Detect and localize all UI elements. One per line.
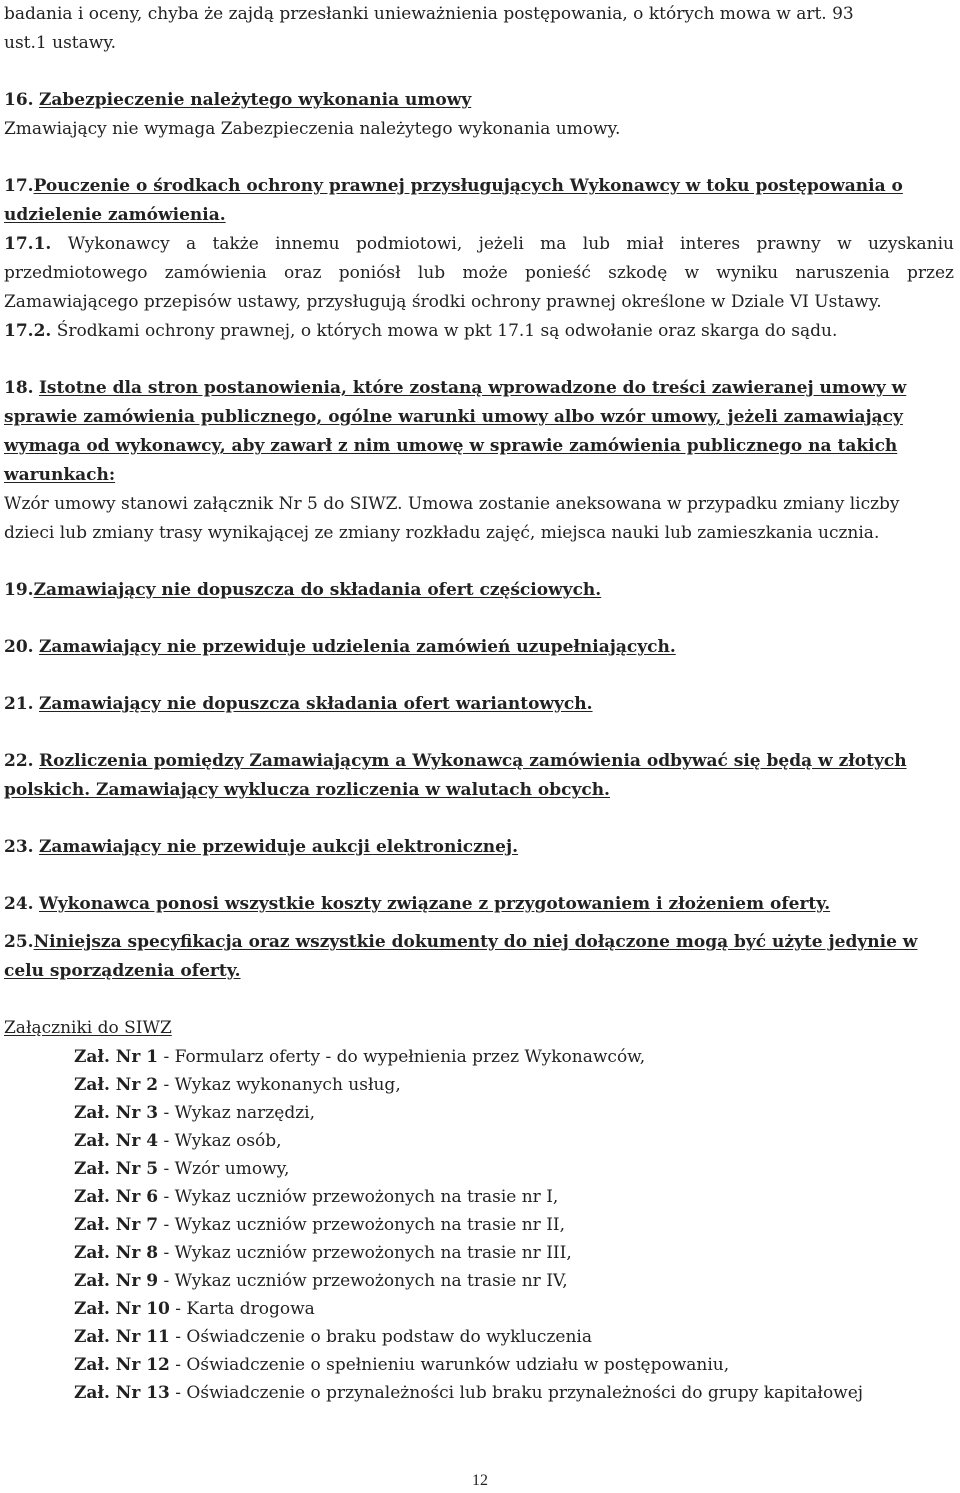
document-page (4, 0, 954, 1407)
attachment-item (74, 1183, 954, 1211)
section-20-number: 20. (4, 637, 34, 657)
attachment-desc: - Oświadczenie o przynależności lub braku przynależności do grupy kapitałowej (169, 1383, 864, 1403)
attachment-desc: - Wykaz uczniów przewożonych na trasie nr I, (158, 1187, 559, 1207)
attachment-key: Zał. Nr 12 (74, 1355, 170, 1375)
section-16-number: 16. (4, 90, 34, 110)
attachment-key: Zał. Nr 11 (74, 1327, 170, 1347)
attachment-desc: - Wykaz narzędzi, (158, 1103, 316, 1123)
attachment-key: Zał. Nr 2 (74, 1075, 159, 1095)
section-17-heading (4, 172, 954, 230)
attachments-heading-text: Załączniki do SIWZ (4, 1018, 172, 1038)
attachment-item (74, 1239, 954, 1267)
attachment-desc: - Wzór umowy, (158, 1159, 290, 1179)
attachment-item (74, 1379, 954, 1407)
section-25 (4, 928, 954, 986)
attachment-key: Zał. Nr 5 (74, 1159, 159, 1179)
attachment-key: Zał. Nr 6 (74, 1187, 159, 1207)
attachment-key: Zał. Nr 9 (74, 1271, 159, 1291)
section-17-1 (4, 230, 954, 317)
attachment-key: Zał. Nr 7 (74, 1215, 159, 1235)
section-19-number: 19. (4, 580, 34, 600)
section-25-text: Niniejsza specyfikacja oraz wszystkie dokumenty do niej dołączone mogą być użyte jedynie w celu sporządzenia oferty. (4, 932, 918, 981)
section-17-1-number: 17.1. (4, 234, 52, 254)
page-number: 12 (472, 1472, 488, 1489)
section-18-text: Wzór umowy stanowi załącznik Nr 5 do SIWZ. Umowa zostanie aneksowana w przypadku zmiany liczby dzieci lub zmiany trasy wynikającej ze zmiany rozkładu zajęć, miejsca nauki lub zamieszkania ucznia. (4, 494, 900, 543)
attachment-desc: - Oświadczenie o braku podstaw do wykluczenia (169, 1327, 592, 1347)
section-17-title: Pouczenie o środkach ochrony prawnej przysługujących Wykonawcy w toku postępowania o udzielenie zamówienia. (4, 176, 903, 225)
section-18-heading (4, 374, 954, 490)
attachment-key: Zał. Nr 4 (74, 1131, 159, 1151)
attachment-item (74, 1127, 954, 1155)
attachments-list (74, 1043, 954, 1407)
attachment-key: Zał. Nr 13 (74, 1383, 170, 1403)
section-21-number: 21. (4, 694, 34, 714)
section-17-2 (4, 317, 954, 346)
attachment-item (74, 1295, 954, 1323)
section-17-1-text: Wykonawcy a także innemu podmiotowi, jeżeli ma lub miał interes prawny w uzyskaniu przedmiotowego zamówienia oraz poniósł lub może ponieść szkodę w wyniku naruszenia przez Zamawiającego przepisów ustawy, przysługują środki ochrony prawnej określone w Dziale VI Ustawy. (4, 234, 954, 312)
attachment-desc: - Wykaz osób, (158, 1131, 282, 1151)
section-20 (4, 633, 954, 662)
section-20-text: Zamawiający nie przewiduje udzielenia zamówień uzupełniających. (38, 637, 676, 657)
intro-line-1: badania i oceny, chyba że zajdą przesłanki unieważnienia postępowania, o których mowa w art. 93 (4, 4, 854, 24)
attachment-desc: - Wykaz wykonanych usług, (158, 1075, 401, 1095)
section-23 (4, 833, 954, 862)
section-22 (4, 747, 954, 805)
section-19-text: Zamawiający nie dopuszcza do składania ofert częściowych. (33, 580, 602, 600)
attachment-item (74, 1351, 954, 1379)
section-25-number: 25. (4, 932, 34, 952)
attachment-key: Zał. Nr 8 (74, 1243, 159, 1263)
section-23-number: 23. (4, 837, 34, 857)
section-24-number: 24. (4, 894, 34, 914)
section-16-title: Zabezpieczenie należytego wykonania umowy (38, 90, 472, 110)
attachment-desc: - Formularz oferty - do wypełnienia przez Wykonawców, (158, 1047, 646, 1067)
section-22-text: Rozliczenia pomiędzy Zamawiającym a Wykonawcą zamówienia odbywać się będą w złotych polskich. Zamawiający wyklucza rozliczenia w walutach obcych. (4, 751, 907, 800)
section-16-text: Zmawiający nie wymaga Zabezpieczenia należytego wykonania umowy. (4, 119, 621, 139)
section-17-number: 17. (4, 176, 34, 196)
intro-line-2: ust.1 ustawy. (4, 33, 117, 53)
attachment-item (74, 1267, 954, 1295)
section-23-text: Zamawiający nie przewiduje aukcji elektronicznej. (38, 837, 519, 857)
section-17-2-number: 17.2. (4, 321, 52, 341)
attachment-item (74, 1043, 954, 1071)
section-24-text: Wykonawca ponosi wszystkie koszty związane z przygotowaniem i złożeniem oferty. (38, 894, 831, 914)
section-19 (4, 576, 954, 605)
section-18-number: 18. (4, 378, 34, 398)
attachment-key: Zał. Nr 1 (74, 1047, 159, 1067)
attachment-desc: - Oświadczenie o spełnieniu warunków udziału w postępowaniu, (169, 1355, 730, 1375)
attachment-desc: - Wykaz uczniów przewożonych na trasie nr II, (158, 1215, 566, 1235)
intro-continuation (4, 0, 954, 58)
attachment-item (74, 1099, 954, 1127)
attachment-item (74, 1211, 954, 1239)
section-24 (4, 890, 954, 919)
attachment-item (74, 1323, 954, 1351)
section-18-title: Istotne dla stron postanowienia, które zostaną wprowadzone do treści zawieranej umowy w sprawie zamówienia publicznego, ogólne warunki umowy albo wzór umowy, jeżeli zamawiający wymaga od wykonawcy, aby zawarł z nim umowę w sprawie zamówienia publicznego na takich warunkach: (4, 378, 907, 485)
attachment-desc: - Karta drogowa (169, 1299, 315, 1319)
section-21 (4, 690, 954, 719)
attachment-desc: - Wykaz uczniów przewożonych na trasie nr IV, (158, 1271, 568, 1291)
attachment-item (74, 1071, 954, 1099)
section-22-number: 22. (4, 751, 34, 771)
section-17-2-text: Środkami ochrony prawnej, o których mowa w pkt 17.1 są odwołanie oraz skarga do sądu. (56, 321, 838, 341)
attachment-key: Zał. Nr 3 (74, 1103, 159, 1123)
attachment-desc: - Wykaz uczniów przewożonych na trasie nr III, (158, 1243, 572, 1263)
attachments-heading (4, 1014, 954, 1043)
section-16-heading (4, 86, 954, 115)
attachment-item (74, 1155, 954, 1183)
attachment-key: Zał. Nr 10 (74, 1299, 170, 1319)
section-21-text: Zamawiający nie dopuszcza składania ofert wariantowych. (38, 694, 593, 714)
